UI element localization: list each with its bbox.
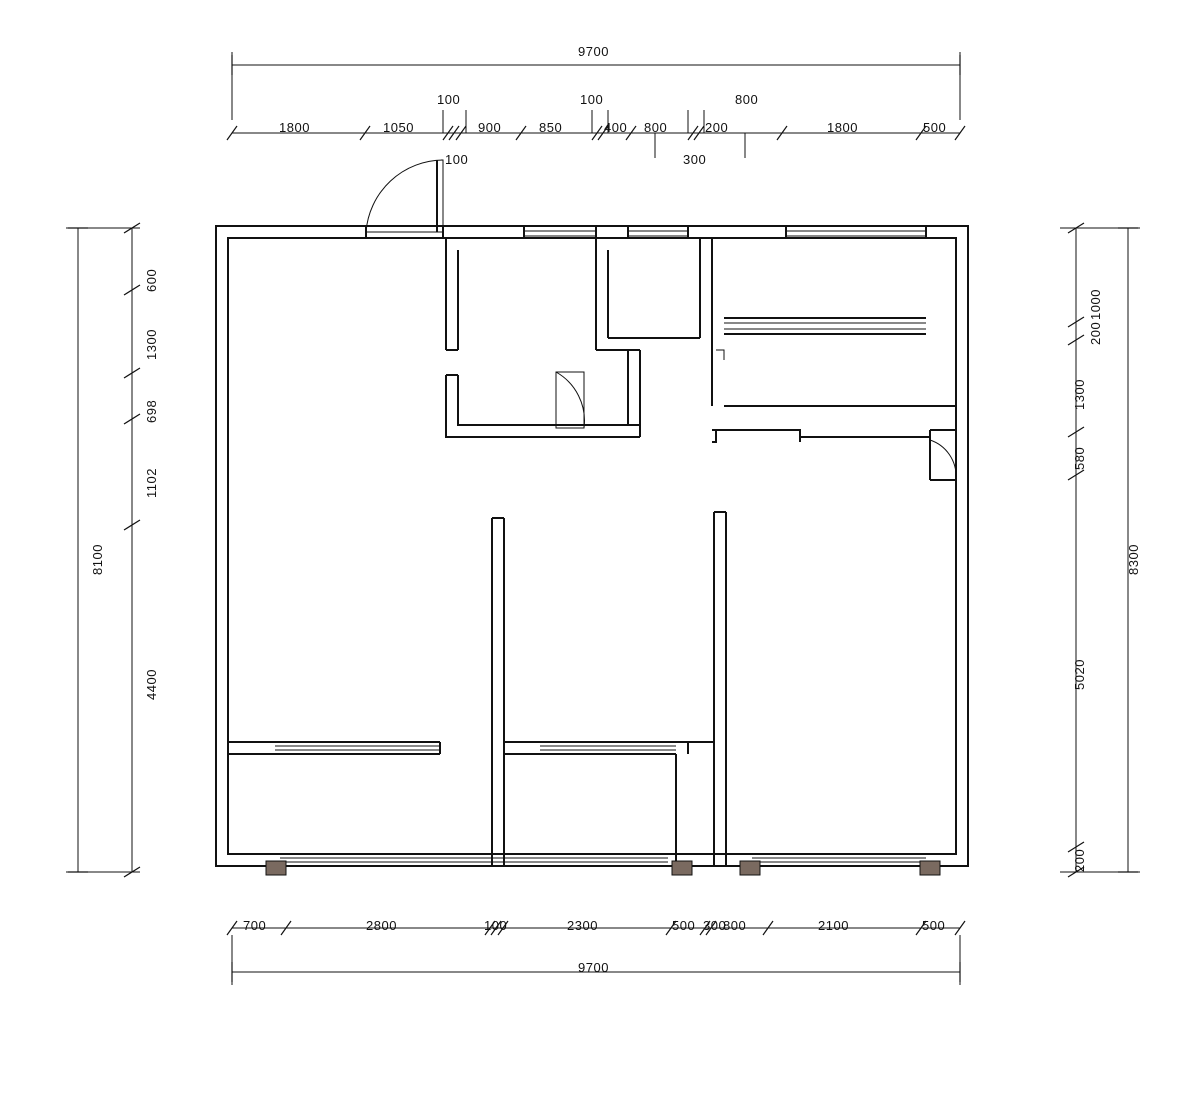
dim-left-1: 1300 (144, 329, 159, 360)
dim-right-overall: 8300 (1126, 544, 1141, 575)
dim-top-upper-2: 800 (735, 92, 759, 107)
dim-bottom-8: 500 (922, 918, 946, 933)
dim-top-0: 1800 (279, 120, 310, 135)
dim-bottom-3: 2300 (567, 918, 598, 933)
dim-top-overall: 9700 (578, 44, 609, 59)
dim-right-5: 200 (1072, 848, 1087, 872)
dim-top-3: 850 (539, 120, 563, 135)
dim-top-2: 900 (478, 120, 502, 135)
dim-left-2: 698 (144, 399, 159, 423)
dim-bottom-2: 100 (484, 918, 508, 933)
dim-left-4: 4400 (144, 669, 159, 700)
dim-bottom-4: 500 (672, 918, 696, 933)
dim-bottom-overall: 9700 (578, 960, 609, 975)
dim-top-note-1: 300 (683, 152, 707, 167)
dim-right-3: 580 (1072, 446, 1087, 470)
dim-top-8: 500 (923, 120, 947, 135)
top-overall-dim (232, 52, 960, 120)
right-dim-chain (1068, 223, 1084, 877)
dim-right-1: 200 (1088, 321, 1103, 345)
dim-bottom-5: 300 (703, 918, 727, 933)
dim-bottom-6: 800 (723, 918, 747, 933)
dim-top-1: 1050 (383, 120, 414, 135)
outer-walls (216, 226, 968, 866)
dim-right-2: 1300 (1072, 379, 1087, 410)
dim-top-5: 800 (644, 120, 668, 135)
dim-top-4: 400 (604, 120, 628, 135)
dim-right-0: 1000 (1088, 289, 1103, 320)
dim-bottom-1: 2800 (366, 918, 397, 933)
dim-left-overall: 8100 (90, 544, 105, 575)
dim-top-7: 1800 (827, 120, 858, 135)
dim-top-note-0: 100 (445, 152, 469, 167)
dim-top-upper-1: 100 (580, 92, 604, 107)
dim-top-upper-0: 100 (437, 92, 461, 107)
dim-left-3: 1102 (144, 468, 159, 498)
dim-bottom-7: 2100 (818, 918, 849, 933)
dim-top-6: 200 (705, 120, 729, 135)
dim-bottom-0: 700 (243, 918, 267, 933)
left-dim-chain (124, 223, 140, 877)
dim-right-4: 5020 (1072, 659, 1087, 690)
dim-left-0: 600 (144, 268, 159, 292)
interior-walls (228, 238, 956, 866)
